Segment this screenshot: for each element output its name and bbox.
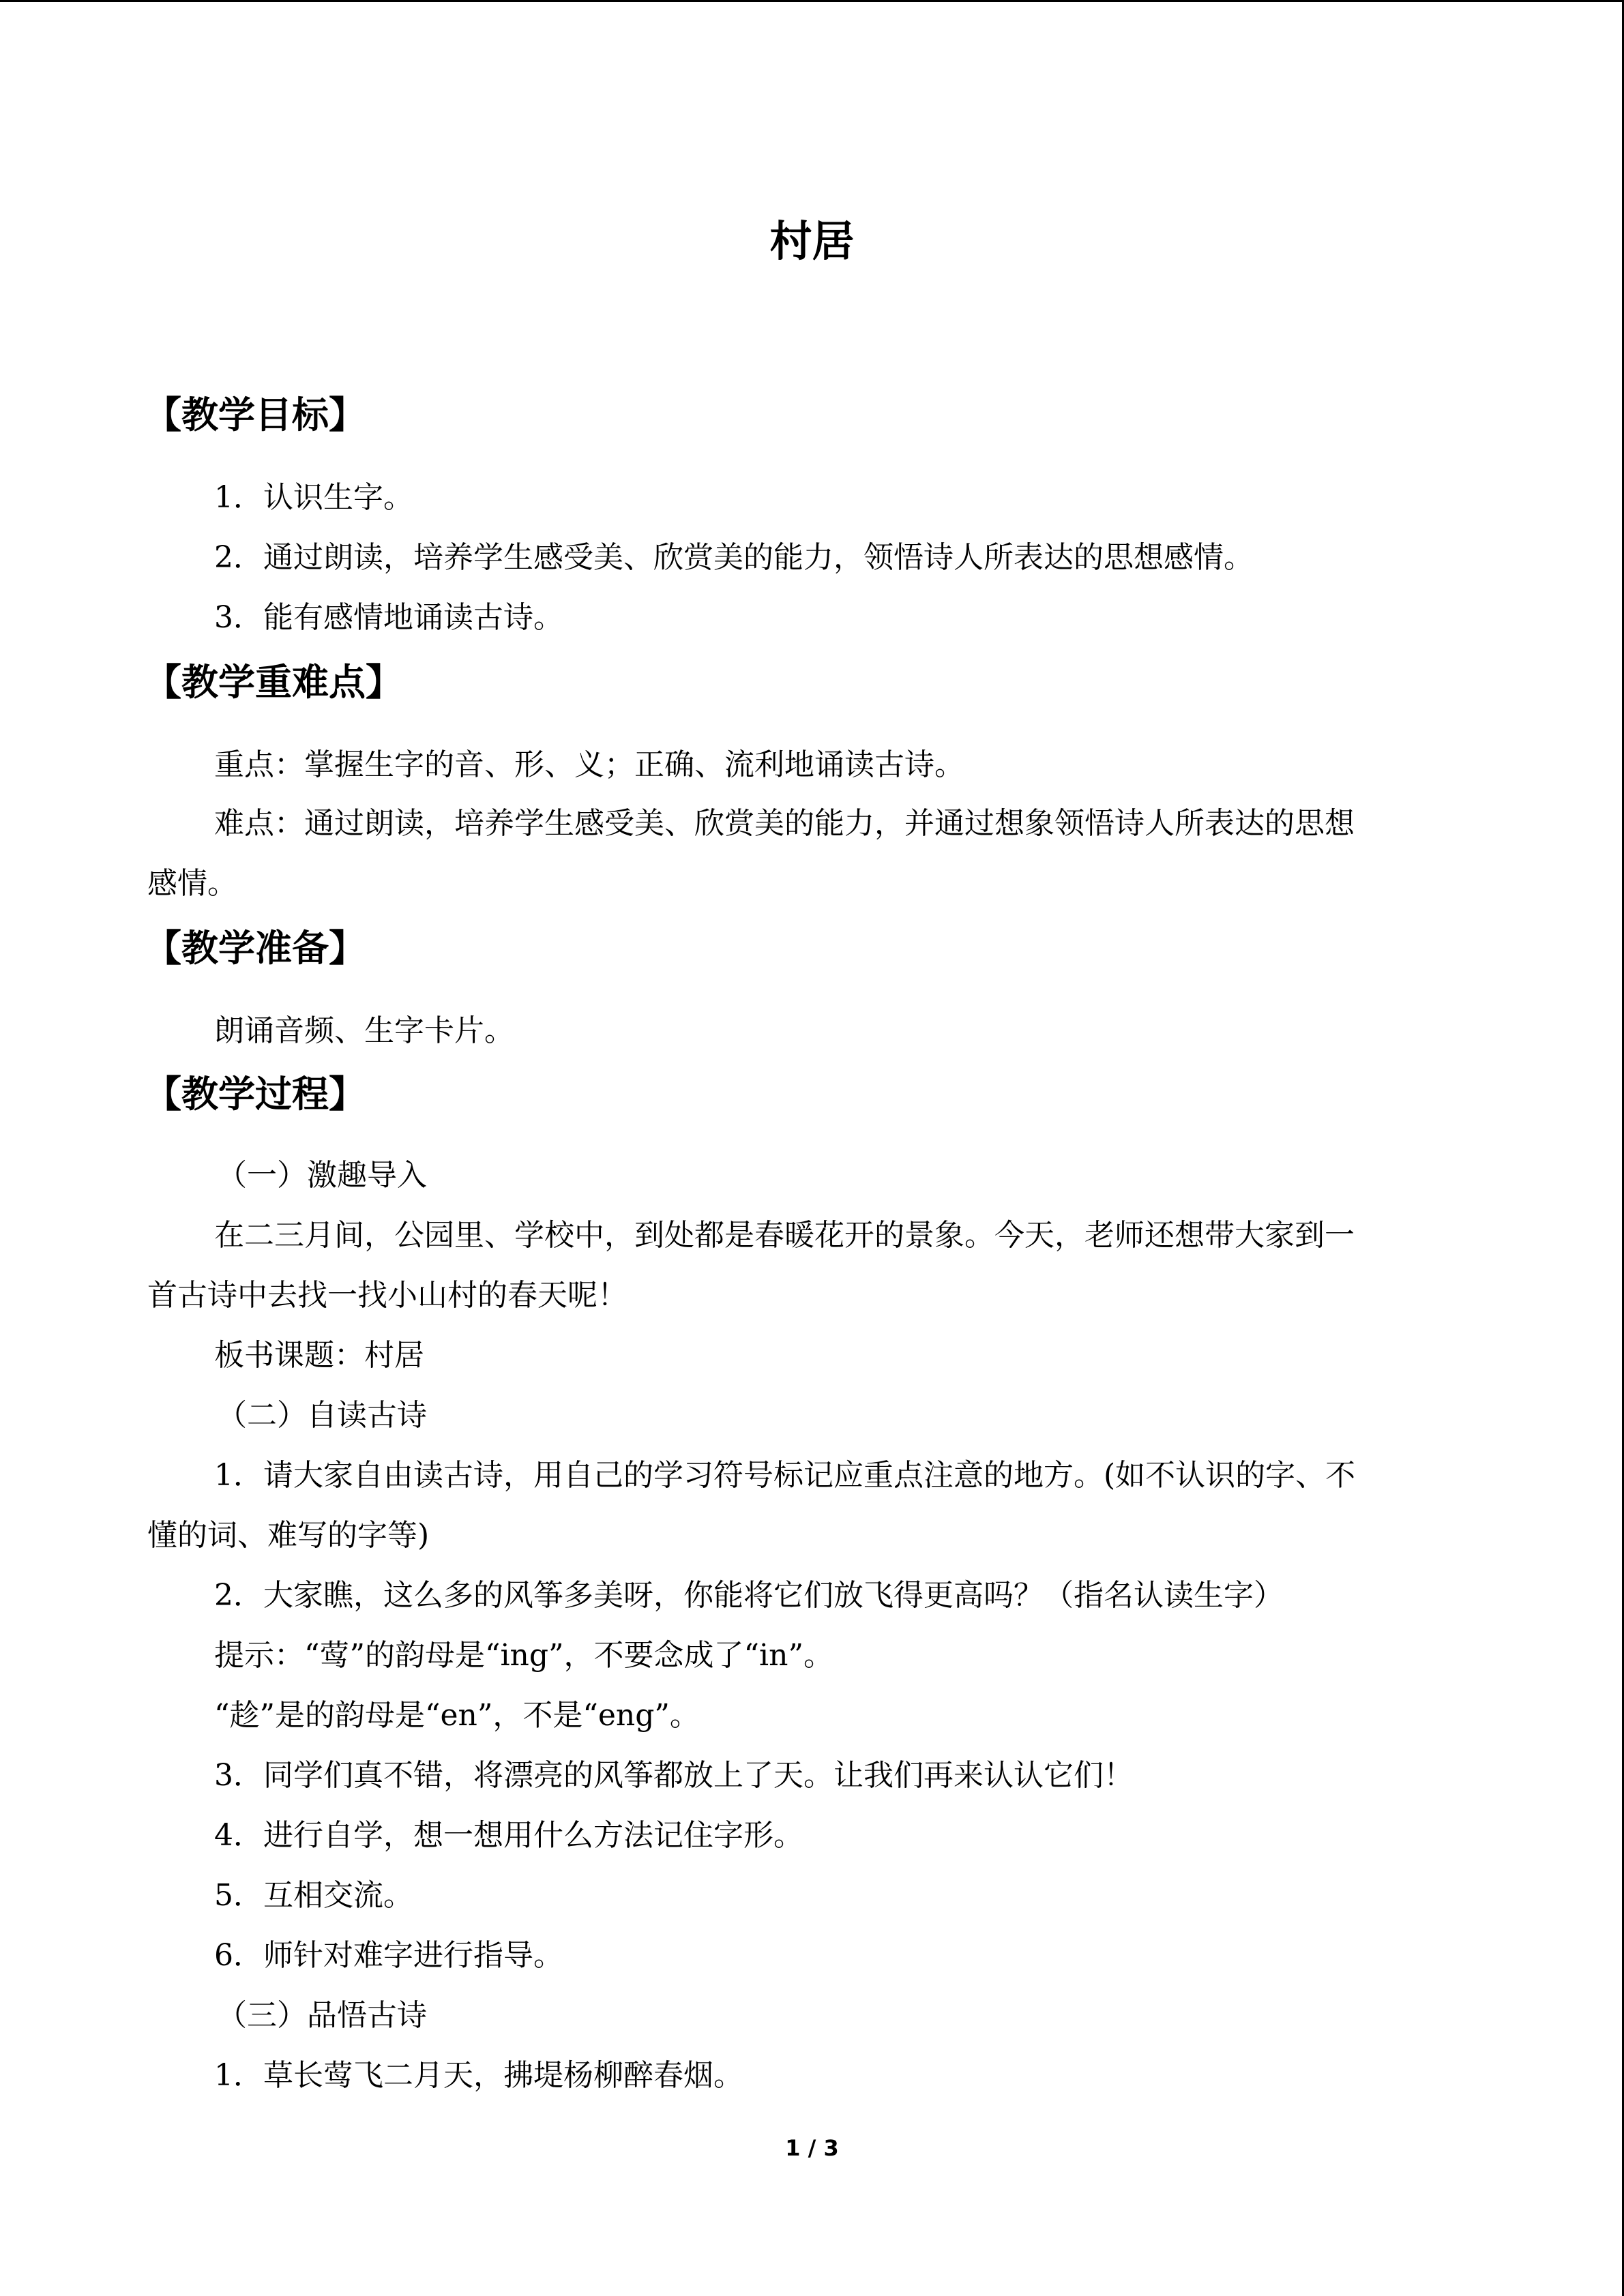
- page-number: 1 / 3: [785, 2135, 839, 2161]
- section-1-para: 在二三月间，公园里、学校中，到处都是春暖花开的景象。今天，老师还想带大家到一: [214, 1218, 1355, 1253]
- preparation-text: 朗诵音频、生字卡片。: [214, 1013, 514, 1048]
- section-1-title: （一）激趣导入: [217, 1158, 427, 1193]
- key-point-difficulty-cont: 感情。: [147, 866, 237, 901]
- objective-2: 2．通过朗读，培养学生感受美、欣赏美的能力，领悟诗人所表达的思想感情。: [214, 540, 1254, 575]
- section-1-para-cont: 首古诗中去找一找小山村的春天呢！: [147, 1278, 628, 1313]
- step-1: 1．请大家自由读古诗，用自己的学习符号标记应重点注意的地方。(如不认识的字、不: [214, 1458, 1356, 1493]
- section-2-title: （二）自读古诗: [217, 1398, 427, 1433]
- heading-process: 【教学过程】: [145, 1073, 366, 1116]
- hint-2: “趁”是的韵母是“en”，不是“eng”。: [214, 1698, 700, 1733]
- heading-key-points: 【教学重难点】: [145, 661, 402, 704]
- document-title: 村居: [769, 216, 855, 266]
- heading-preparation: 【教学准备】: [145, 927, 366, 970]
- step-2: 2．大家瞧，这么多的风筝多美呀，你能将它们放飞得更高吗？（指名认读生字）: [214, 1578, 1284, 1613]
- key-point-difficulty: 难点：通过朗读，培养学生感受美、欣赏美的能力，并通过想象领悟诗人所表达的思想: [214, 806, 1355, 841]
- blackboard-title: 板书课题：村居: [214, 1338, 424, 1373]
- section-3-title: （三）品悟古诗: [217, 1998, 427, 2033]
- step-4: 4．进行自学，想一想用什么方法记住字形。: [214, 1818, 803, 1853]
- key-point-focus: 重点：掌握生字的音、形、义；正确、流利地诵读古诗。: [214, 747, 964, 782]
- step-3: 3．同学们真不错，将漂亮的风筝都放上了天。让我们再来认认它们！: [214, 1758, 1134, 1793]
- heading-objectives: 【教学目标】: [145, 393, 366, 436]
- step-6: 6．师针对难字进行指导。: [214, 1938, 563, 1973]
- objective-1: 1．认识生字。: [214, 480, 413, 515]
- poem-line-1: 1．草长莺飞二月天，拂堤杨柳醉春烟。: [214, 2058, 743, 2093]
- hint-1: 提示：“莺”的韵母是“ing”，不要念成了“in”。: [214, 1638, 833, 1673]
- step-1-cont: 懂的词、难写的字等): [147, 1518, 430, 1553]
- step-5: 5．互相交流。: [214, 1878, 413, 1913]
- objective-3: 3．能有感情地诵读古诗。: [214, 600, 563, 635]
